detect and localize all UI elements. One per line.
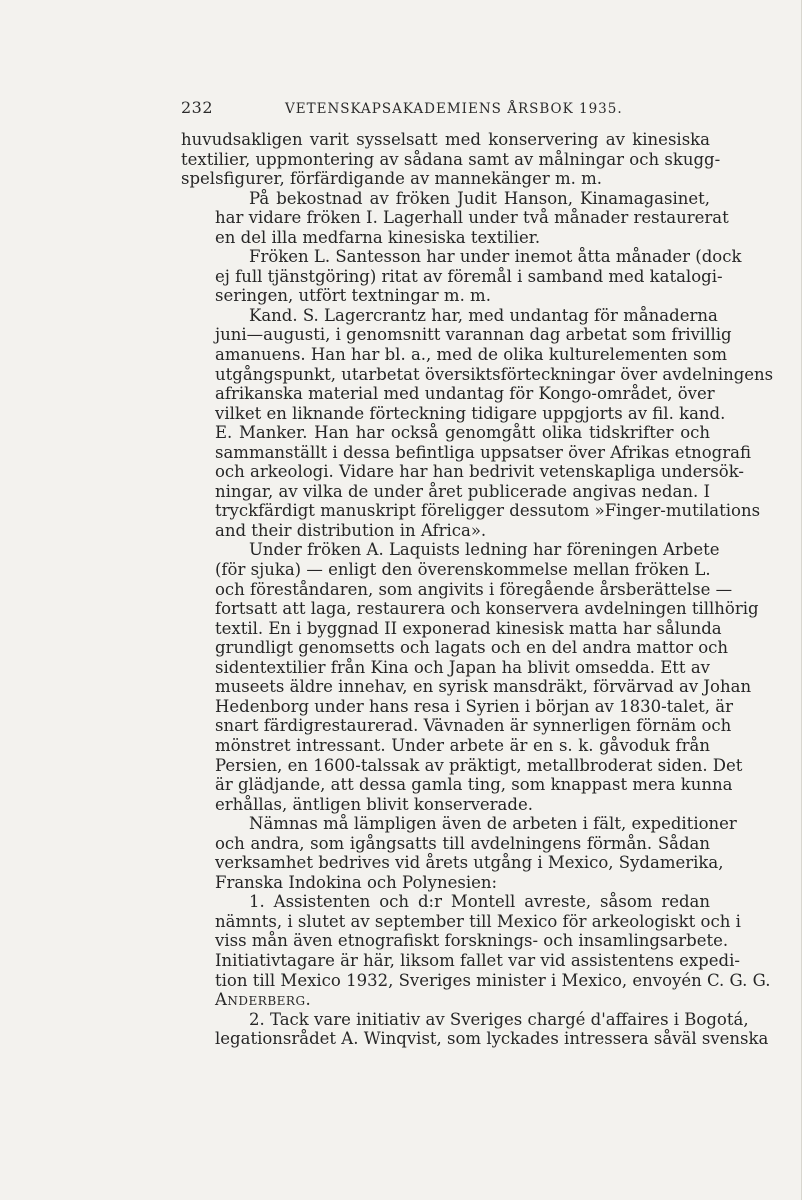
text-line: är glädjande, att dessa gamla ting, som knappast mera kunna <box>215 775 733 795</box>
text-line: ej full tjänstgöring) ritat av föremål i samband med katalogi- <box>215 266 723 286</box>
text-line: afrikanska material med undantag för Kongo-området, över <box>215 384 715 404</box>
paragraph <box>181 814 737 892</box>
text-line: spelsfigurer, förfärdigande av mannekänger m. m. <box>181 169 602 189</box>
paragraph <box>181 540 759 814</box>
text-line: tryckfärdigt manuskript föreligger dessutom »Finger-mutilations <box>215 501 761 521</box>
paragraph <box>181 247 742 306</box>
text-line: vilket en liknande förteckning tidigare uppgjorts av fil. kand. <box>215 403 726 423</box>
text-line: 2. Tack vare initiativ av Sveriges chargé d'affaires i Bogotá, <box>249 1009 749 1029</box>
text-line: Hedenborg under hans resa i Syrien i början av 1830-talet, är <box>215 696 734 716</box>
running-header <box>181 98 711 117</box>
text-line: Initiativtagare är här, liksom fallet var vid assistentens expedi- <box>215 950 740 970</box>
text-line: viss mån även etnografiskt forsknings- och insamlingsarbete. <box>215 931 729 951</box>
text-line: sammanställt i dessa befintliga uppsatser över Afrikas etnografi <box>215 442 751 462</box>
paragraph <box>181 188 729 248</box>
text-line: E. Manker. Han har också genomgått olika tidskrifter och <box>215 423 710 443</box>
text-line: Nämnas må lämpligen även de arbeten i fält, expeditioner <box>249 814 737 834</box>
text-line: grundligt genomsetts och lagats och en del andra mattor och <box>215 638 729 658</box>
text-line: Anderberg. <box>215 990 312 1010</box>
text-line: legationsrådet A. Winqvist, som lyckades intressera såväl svenska <box>215 1029 769 1049</box>
text-line: På bekostnad av fröken Judit Hanson, Kinamagasinet, <box>249 188 710 208</box>
text-line: Persien, en 1600-talssak av präktigt, metallbroderat siden. Det <box>215 755 743 775</box>
body-text <box>181 130 774 1049</box>
text-line: och föreståndaren, som angivits i föregående årsberättelse — <box>215 579 733 599</box>
running-title: VETENSKAPSAKADEMIENS ÅRSBOK 1935. <box>285 101 623 117</box>
text-line: verksamhet bedrives vid årets utgång i Mexico, Sydamerika, <box>215 853 724 873</box>
text-line: och arkeologi. Vidare har han bedrivit vetenskapliga undersök- <box>215 462 744 482</box>
text-line: museets äldre innehav, en syrisk mansdräkt, förvärvad av Johan <box>215 677 752 697</box>
text-line: och andra, som igångsatts till avdelningens förmån. Sådan <box>215 833 710 853</box>
text-line: and their distribution in Africa». <box>215 520 487 540</box>
text-line: nämnts, i slutet av september till Mexico för arkeologiskt och i <box>215 911 741 931</box>
text-line: textil. En i byggnad II exponerad kinesisk matta har sålunda <box>215 618 722 638</box>
text-line: Franska Indokina och Polynesien: <box>215 872 498 892</box>
text-line: juni—augusti, i genomsnitt varannan dag arbetat som frivillig <box>215 325 732 345</box>
text-line: utgångspunkt, utarbetat översiktsförteckningar över avdelningens <box>215 364 774 384</box>
paragraph <box>181 1009 769 1049</box>
text-line: en del illa medfarna kinesiska textilier. <box>215 227 541 247</box>
text-line: textilier, uppmontering av sådana samt av målningar och skugg- <box>181 149 721 169</box>
text-line: 1. Assistenten och d:r Montell avreste, såsom redan <box>249 892 710 912</box>
text-line: ningar, av vilka de under året publicerade angivas nedan. I <box>215 481 710 501</box>
text-line: mönstret intressant. Under arbete är en s. k. gåvoduk från <box>215 735 710 755</box>
paragraph <box>181 892 771 1010</box>
text-line: (för sjuka) — enligt den överenskommelse mellan fröken L. <box>215 560 711 580</box>
text-line: snart färdigrestaurerad. Vävnaden är synnerligen förnäm och <box>215 716 732 736</box>
paragraph <box>181 305 774 541</box>
text-line: seringen, utfört textningar m. m. <box>215 286 491 306</box>
page-number: 232 <box>181 98 214 117</box>
text-line: amanuens. Han har bl. a., med de olika kulturelementen som <box>215 345 728 365</box>
text-line: Fröken L. Santesson har under inemot åtta månader (dock <box>249 247 742 267</box>
text-line: erhållas, äntligen blivit konserverade. <box>215 794 533 814</box>
text-line: tion till Mexico 1932, Sveriges minister i Mexico, envoyén C. G. G. <box>215 970 771 990</box>
text-line: har vidare fröken I. Lagerhall under två månader restaurerat <box>215 208 729 228</box>
text-line: huvudsakligen varit sysselsatt med konservering av kinesiska <box>181 130 710 149</box>
paragraph <box>181 130 721 189</box>
text-line: Kand. S. Lagercrantz har, med undantag för månaderna <box>249 305 718 325</box>
text-line: Under fröken A. Laquists ledning har föreningen Arbete <box>249 540 720 560</box>
text-line: sidentextilier från Kina och Japan ha blivit omsedda. Ett av <box>215 657 710 677</box>
text-line: fortsatt att laga, restaurera och konservera avdelningen tillhörig <box>215 599 759 619</box>
